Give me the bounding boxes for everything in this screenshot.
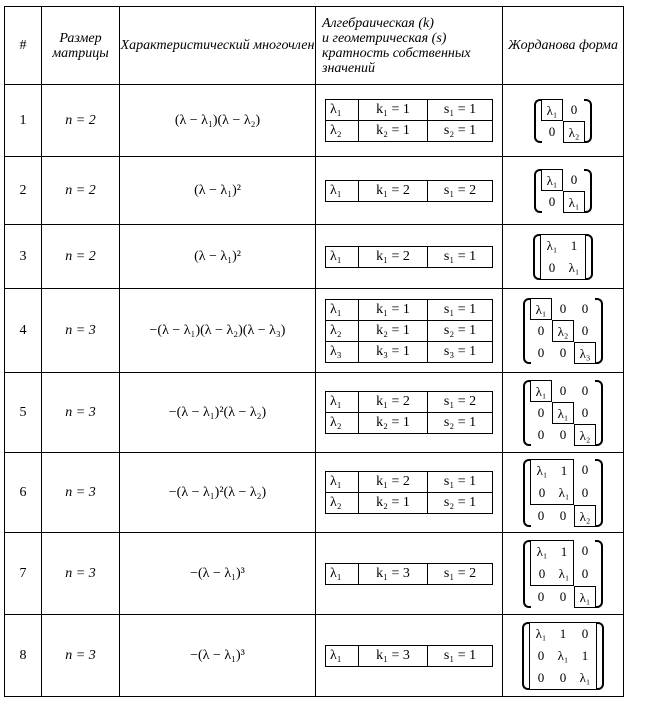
geometric-mult: s₁ = 2 [428, 180, 493, 201]
matrix-size: n = 3 [42, 453, 120, 533]
jordan-entry: λ₁ [558, 484, 570, 500]
jordan-matrix [523, 380, 603, 446]
table-row [5, 373, 624, 453]
jordan-entry: 1 [559, 625, 567, 641]
algebraic-mult: k₁ = 2 [359, 246, 428, 267]
jordan-matrix [523, 540, 603, 608]
jordan-form-cell [503, 157, 624, 225]
jordan-entry: 0 [581, 382, 589, 398]
header-mult [316, 7, 503, 85]
char-polynomial: −(λ − λ₁)²(λ − λ₂) [120, 453, 316, 533]
row-number: 8 [5, 615, 42, 697]
header-mult-line2: и геометрическая (s) [322, 30, 447, 46]
matrix-size: n = 2 [42, 157, 120, 225]
multiplicity-table [325, 645, 493, 667]
eigenvalue: λ₁ [326, 299, 359, 320]
row-number: 7 [5, 533, 42, 615]
jordan-entry: 0 [581, 625, 589, 641]
eigenvalue: λ₁ [326, 246, 359, 267]
eigenvalue: λ₂ [326, 413, 359, 434]
jordan-form-cell [503, 289, 624, 373]
multiplicity-table [325, 99, 493, 142]
eigenvalue: λ₁ [326, 645, 359, 666]
jordan-entry: 0 [537, 647, 545, 663]
jordan-form-cell [503, 533, 624, 615]
row-number: 6 [5, 453, 42, 533]
jordan-entry: 0 [537, 588, 545, 604]
jordan-entry: λ₁ [546, 237, 558, 253]
eigenvalue: λ₁ [326, 180, 359, 201]
jordan-entry: 0 [537, 404, 545, 420]
multiplicity-table [325, 391, 493, 434]
jordan-entry: 0 [559, 669, 567, 685]
jordan-entry: 0 [581, 404, 589, 420]
jordan-entry: λ₁ [536, 543, 548, 559]
jordan-entry: λ₁ [530, 380, 552, 402]
jordan-entry: λ₁ [563, 191, 585, 213]
jordan-entry: 0 [559, 300, 567, 316]
matrix-size: n = 3 [42, 289, 120, 373]
algebraic-mult: k₁ = 2 [359, 392, 428, 413]
row-number: 1 [5, 85, 42, 157]
jordan-matrix [534, 99, 592, 143]
multiplicity-table [325, 563, 493, 585]
multiplicity-table [325, 299, 493, 363]
multiplicity-cell [316, 289, 503, 373]
jordan-matrix [533, 234, 593, 280]
table-row [5, 533, 624, 615]
multiplicity-cell [316, 453, 503, 533]
multiplicity-cell [316, 373, 503, 453]
jordan-entry: λ₁ [552, 402, 574, 424]
geometric-mult: s₂ = 1 [428, 413, 493, 434]
geometric-mult: s₂ = 1 [428, 320, 493, 341]
geometric-mult: s₁ = 1 [428, 299, 493, 320]
eigenvalue: λ₂ [326, 121, 359, 142]
algebraic-mult: k₂ = 1 [359, 121, 428, 142]
jordan-form-cell [503, 85, 624, 157]
jordan-entry: 0 [570, 101, 578, 117]
jordan-entry: λ₁ [558, 565, 570, 581]
row-number: 2 [5, 157, 42, 225]
char-polynomial: (λ − λ₁)² [120, 225, 316, 289]
jordan-entry: 1 [581, 647, 589, 663]
char-polynomial: −(λ − λ₁)³ [120, 615, 316, 697]
algebraic-mult: k₁ = 1 [359, 100, 428, 121]
jordan-entry: 0 [538, 484, 546, 500]
jordan-entry: λ₁ [574, 586, 596, 608]
row-number: 3 [5, 225, 42, 289]
jordan-entry: 0 [548, 259, 556, 275]
jordan-entry: 0 [537, 344, 545, 360]
eigenvalue: λ₃ [326, 341, 359, 362]
jordan-form-cell [503, 225, 624, 289]
header-jordan: Жорданова форма [503, 7, 624, 85]
jordan-entry: 1 [570, 237, 578, 253]
jordan-matrix [534, 169, 592, 213]
jordan-matrix [523, 459, 603, 527]
jordan-entry: 0 [581, 484, 589, 500]
jordan-entry: λ₁ [557, 647, 569, 663]
algebraic-mult: k₁ = 3 [359, 645, 428, 666]
jordan-entry: λ₁ [535, 625, 547, 641]
table-row [5, 157, 624, 225]
jordan-entry: 1 [560, 462, 568, 478]
char-polynomial: −(λ − λ₁)²(λ − λ₂) [120, 373, 316, 453]
jordan-entry: 0 [581, 461, 589, 477]
jordan-entry: 0 [559, 588, 567, 604]
jordan-entry: λ₂ [563, 121, 585, 143]
eigenvalue: λ₁ [326, 100, 359, 121]
header-mult-line3: кратность собственных [322, 45, 471, 61]
row-number: 5 [5, 373, 42, 453]
jordan-forms-table [4, 6, 624, 697]
jordan-entry: 0 [537, 669, 545, 685]
algebraic-mult: k₂ = 1 [359, 413, 428, 434]
eigenvalue: λ₁ [326, 563, 359, 584]
jordan-entry: 0 [548, 123, 556, 139]
matrix-size: n = 3 [42, 373, 120, 453]
jordan-matrix [523, 298, 603, 364]
header-mult-line4: значений [322, 60, 376, 76]
char-polynomial: (λ − λ₁)² [120, 157, 316, 225]
geometric-mult: s₁ = 2 [428, 563, 493, 584]
algebraic-mult: k₃ = 1 [359, 341, 428, 362]
header-row [5, 7, 624, 85]
algebraic-mult: k₁ = 1 [359, 299, 428, 320]
multiplicity-cell [316, 85, 503, 157]
multiplicity-cell [316, 225, 503, 289]
geometric-mult: s₃ = 1 [428, 341, 493, 362]
jordan-entry: 0 [538, 565, 546, 581]
jordan-entry: 0 [559, 344, 567, 360]
char-polynomial: −(λ − λ₁)(λ − λ₂)(λ − λ₃) [120, 289, 316, 373]
eigenvalue: λ₁ [326, 392, 359, 413]
multiplicity-table [325, 180, 493, 202]
jordan-entry: λ₂ [574, 505, 596, 527]
geometric-mult: s₁ = 1 [428, 645, 493, 666]
eigenvalue: λ₂ [326, 320, 359, 341]
jordan-entry: 0 [537, 322, 545, 338]
jordan-form-cell [503, 453, 624, 533]
jordan-entry: λ₁ [568, 259, 580, 275]
header-size: Размер матрицы [42, 7, 120, 85]
geometric-mult: s₁ = 1 [428, 100, 493, 121]
jordan-entry: 0 [581, 300, 589, 316]
algebraic-mult: k₁ = 2 [359, 180, 428, 201]
geometric-mult: s₁ = 1 [428, 472, 493, 493]
jordan-entry: λ₁ [579, 669, 591, 685]
table-row [5, 85, 624, 157]
table-row [5, 453, 624, 533]
header-num: # [5, 7, 42, 85]
jordan-entry: λ₁ [541, 169, 563, 191]
eigenvalue: λ₂ [326, 493, 359, 514]
jordan-entry: 1 [560, 543, 568, 559]
jordan-entry: 0 [537, 507, 545, 523]
table-row [5, 615, 624, 697]
algebraic-mult: k₂ = 1 [359, 320, 428, 341]
jordan-form-cell [503, 615, 624, 697]
jordan-entry: 0 [570, 171, 578, 187]
algebraic-mult: k₁ = 3 [359, 563, 428, 584]
jordan-entry: λ₁ [536, 462, 548, 478]
jordan-entry: 0 [537, 426, 545, 442]
multiplicity-table [325, 471, 493, 514]
jordan-entry: λ₁ [541, 99, 563, 121]
jordan-entry: 0 [548, 193, 556, 209]
jordan-entry: λ₃ [574, 342, 596, 364]
matrix-size: n = 2 [42, 85, 120, 157]
jordan-entry: 0 [559, 507, 567, 523]
char-polynomial: (λ − λ₁)(λ − λ₂) [120, 85, 316, 157]
jordan-matrix [522, 622, 604, 690]
jordan-entry: λ₁ [530, 298, 552, 320]
algebraic-mult: k₁ = 2 [359, 472, 428, 493]
jordan-entry: 0 [559, 382, 567, 398]
multiplicity-cell [316, 533, 503, 615]
matrix-size: n = 3 [42, 533, 120, 615]
row-number: 4 [5, 289, 42, 373]
geometric-mult: s₂ = 1 [428, 121, 493, 142]
geometric-mult: s₁ = 2 [428, 392, 493, 413]
jordan-entry: 0 [581, 542, 589, 558]
multiplicity-table [325, 246, 493, 268]
algebraic-mult: k₂ = 1 [359, 493, 428, 514]
jordan-form-cell [503, 373, 624, 453]
geometric-mult: s₂ = 1 [428, 493, 493, 514]
multiplicity-cell [316, 615, 503, 697]
geometric-mult: s₁ = 1 [428, 246, 493, 267]
jordan-entry: 0 [581, 565, 589, 581]
multiplicity-cell [316, 157, 503, 225]
jordan-entry: λ₂ [574, 424, 596, 446]
jordan-entry: 0 [581, 322, 589, 338]
jordan-entry: 0 [559, 426, 567, 442]
jordan-entry: λ₂ [552, 320, 574, 342]
matrix-size: n = 2 [42, 225, 120, 289]
header-poly: Характеристический многочлен [120, 7, 316, 85]
table-row [5, 289, 624, 373]
table-row [5, 225, 624, 289]
matrix-size: n = 3 [42, 615, 120, 697]
header-mult-line1: Алгебраическая (k) [322, 15, 434, 31]
eigenvalue: λ₁ [326, 472, 359, 493]
char-polynomial: −(λ − λ₁)³ [120, 533, 316, 615]
